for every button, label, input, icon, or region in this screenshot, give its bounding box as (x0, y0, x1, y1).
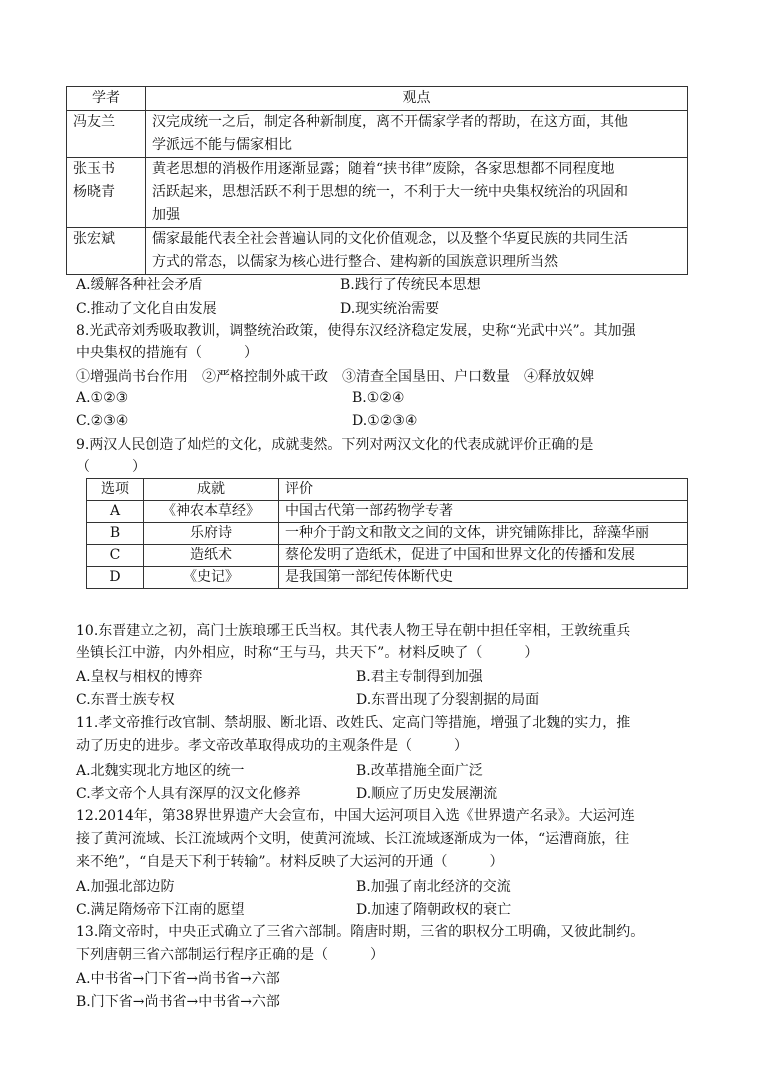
header-evaluation: 评价 (279, 479, 688, 501)
scholar-line: 张玉书 (73, 161, 115, 177)
evaluation-cell: 中国古代第一部药物学专著 (279, 501, 688, 523)
table-header-row (87, 479, 688, 501)
achievement-cell: 《史记》 (144, 567, 279, 589)
q8-option-a: A.①②③ (76, 390, 129, 406)
q12-stem-line2: 接了黄河流域、长江流域两个文明，使黄河流域、长江流域逐渐成为一体，“运漕商旅，往 (76, 831, 630, 847)
q11-stem-line1: 11.孝文帝推行改官制、禁胡服、断北语、改姓氏、定高门等措施，增强了北魏的实力，推 (76, 715, 631, 731)
q8-stem-line1: 8.光武帝刘秀吸取教训，调整统治政策，使得东汉经济稳定发展，史称“光武中兴”。其加强 (76, 323, 636, 339)
q13-stem-line2: 下列唐朝三省六部制运行程序正确的是（ ） (76, 947, 384, 963)
option-cell: D (87, 567, 144, 589)
q10-stem-line2: 坐镇长江中游，内外相应，时称“王与马，共天下”。材料反映了（ ） (76, 645, 539, 661)
header-option: 选项 (87, 479, 144, 501)
scholar-views-table (66, 86, 688, 275)
view-cell (146, 111, 688, 158)
q9-stem-line2: （ ） (76, 459, 146, 475)
q11-stem-line2: 动了历史的进步。孝文帝改革取得成功的主观条件是（ ） (76, 738, 468, 754)
q11-option-b: B.改革措施全面广泛 (356, 763, 483, 779)
scholar-line: 杨晓青 (73, 184, 115, 200)
view-cell (146, 228, 688, 275)
view-line: 学派远不能与儒家相比 (152, 137, 292, 153)
header-view: 观点 (146, 87, 688, 111)
view-line: 方式的常态，以儒家为核心进行整合、建构新的国族意识理所当然 (152, 254, 558, 270)
q11-option-d: D.顺应了历史发展潮流 (356, 786, 498, 802)
q10-option-d: D.东晋出现了分裂割据的局面 (356, 692, 540, 708)
header-achievement: 成就 (144, 479, 279, 501)
table-row (87, 545, 688, 567)
option-cell: C (87, 545, 144, 567)
q7-option-a: A.缓解各种社会矛盾 (76, 277, 203, 293)
scholar-cell: 冯友兰 (67, 111, 146, 158)
q10-option-a: A.皇权与相权的博弈 (76, 669, 203, 685)
achievement-cell: 乐府诗 (144, 523, 279, 545)
q7-option-b: B.践行了传统民本思想 (340, 277, 481, 293)
evaluation-cell: 一种介于韵文和散文之间的文体，讲究铺陈排比，辞藻华丽 (279, 523, 688, 545)
q12-option-b: B.加强了南北经济的交流 (356, 879, 511, 895)
q11-option-c: C.孝文帝个人具有深厚的汉文化修养 (76, 786, 301, 802)
table-row (67, 111, 688, 158)
han-culture-table (86, 478, 688, 589)
table-row (67, 158, 688, 228)
table-row (67, 228, 688, 275)
q12-stem-line3: 来不绝”，“自是天下利于转输”。材料反映了大运河的开通（ ） (76, 854, 504, 870)
view-line: 汉完成统一之后，制定各种新制度，离不开儒家学者的帮助，在这方面，其他 (152, 114, 628, 130)
q10-option-c: C.东晋士族专权 (76, 692, 175, 708)
option-cell: B (87, 523, 144, 545)
header-scholar: 学者 (67, 87, 146, 111)
q11-option-a: A.北魏实现北方地区的统一 (76, 763, 245, 779)
view-line: 黄老思想的消极作用逐渐显露；随着“挟书律”废除，各家思想都不同程度地 (152, 161, 615, 177)
q10-option-b: B.君主专制得到加强 (356, 669, 483, 685)
q9-stem-line1: 9.两汉人民创造了灿烂的文化，成就斐然。下列对两汉文化的代表成就评价正确的是 (76, 437, 594, 453)
q8-stem-line2: 中央集权的措施有（ ） (76, 345, 258, 361)
table-row (87, 523, 688, 545)
table-header-row (67, 87, 688, 111)
q13-stem-line1: 13.隋文帝时，中央正式确立了三省六部制。隋唐时期，三省的职权分工明确，又彼此制约。 (76, 924, 645, 940)
achievement-cell: 造纸术 (144, 545, 279, 567)
q10-stem-line1: 10.东晋建立之初，高门士族琅琊王氏当权。其代表人物王导在朝中担任宰相，王敦统重兵 (76, 623, 631, 639)
scholar-cell (67, 158, 146, 228)
scholar-cell: 张宏斌 (67, 228, 146, 275)
q8-option-c: C.②③④ (76, 413, 129, 429)
table-row (87, 567, 688, 589)
q13-option-a: A.中书省→门下省→尚书省→六部 (76, 971, 280, 987)
evaluation-cell: 蔡伦发明了造纸术，促进了中国和世界文化的传播和发展 (279, 545, 688, 567)
evaluation-cell: 是我国第一部纪传体断代史 (279, 567, 688, 589)
table-row (87, 501, 688, 523)
q12-stem-line1: 12.2014年，第38界世界遗产大会宣布，中国大运河项目入选《世界遗产名录》。大运河连 (76, 808, 635, 824)
q8-option-b: B.①②④ (352, 390, 405, 406)
view-cell (146, 158, 688, 228)
q12-option-a: A.加强北部边防 (76, 879, 175, 895)
q8-items: ①增强尚书台作用 ②严格控制外戚干政 ③清查全国垦田、户口数量 ④释放奴婢 (76, 369, 594, 385)
q12-option-d: D.加速了隋朝政权的衰亡 (356, 902, 512, 918)
option-cell: A (87, 501, 144, 523)
achievement-cell: 《神农本草经》 (144, 501, 279, 523)
q8-option-d: D.①②③④ (352, 413, 418, 429)
view-line: 加强 (152, 207, 180, 223)
view-line: 儒家最能代表全社会普遍认同的文化价值观念，以及整个华夏民族的共同生活 (152, 231, 628, 247)
q7-option-c: C.推动了文化自由发展 (76, 301, 217, 317)
q13-option-b: B.门下省→尚书省→中书省→六部 (76, 994, 280, 1010)
q7-option-d: D.现实统治需要 (340, 301, 440, 317)
q12-option-c: C.满足隋炀帝下江南的愿望 (76, 902, 245, 918)
view-line: 活跃起来，思想活跃不利于思想的统一，不利于大一统中央集权统治的巩固和 (152, 184, 628, 200)
